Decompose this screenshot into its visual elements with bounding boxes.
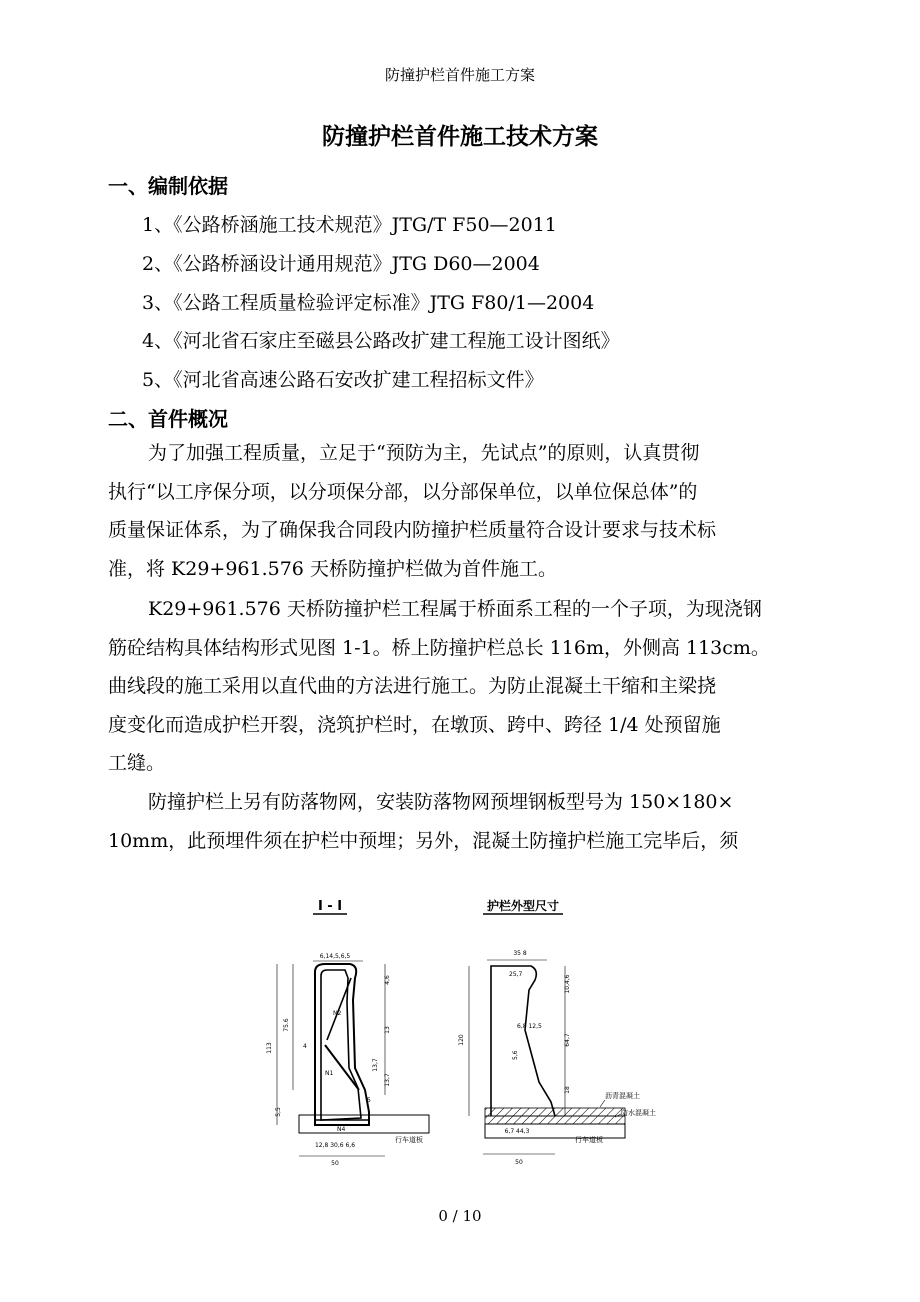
dim-label: 6,8 12,5 [517, 1023, 542, 1030]
bar-label: N1 [325, 1070, 334, 1077]
dim-label: 50 [331, 1160, 339, 1167]
dim-label: 50 [515, 1159, 523, 1166]
dim-label: 13 [384, 1026, 391, 1034]
dim-label: 6,14,5,6,5 [319, 953, 351, 960]
page-number: 0 / 10 [438, 1207, 482, 1225]
section-title-right: 护栏外型尺寸 [486, 899, 560, 913]
barrier-outline [315, 964, 369, 1125]
dim-label: 5,5 [275, 1107, 282, 1117]
text-line: 执行“以工序保分项，以分项保分部，以分部保单位，以单位保总体”的 [108, 480, 698, 503]
running-header: 防撞护栏首件施工方案 [384, 66, 535, 84]
text-line: 质量保证体系，为了确保我合同段内防撞护栏质量符合设计要求与技术标 [108, 519, 717, 541]
overview-paragraph-3 [108, 783, 824, 860]
section-heading-basis: 一、编制依据 [108, 174, 228, 198]
text-line: 准，将 K29+961.576 天桥防撞护栏做为首件施工。 [108, 557, 557, 580]
section-heading-overview: 二、首件概况 [108, 407, 228, 431]
dim-label: 4 [303, 1043, 307, 1050]
dim-label: 5,6 [512, 1050, 519, 1060]
waterproof-layer [485, 1116, 625, 1124]
dim-label: 64,7 [564, 1033, 571, 1047]
text-line: 曲线段的施工采用以直代曲的方法进行施工。为防止混凝土干缩和主梁挠 [108, 675, 717, 697]
reference-item: 4、《河北省石家庄至磁县公路改扩建工程施工设计图纸》 [142, 330, 620, 352]
bar-label: N4 [337, 1126, 346, 1133]
dim-label: 120 [458, 1034, 465, 1046]
guardrail-section-drawing [255, 890, 675, 1170]
bar-label: N2 [333, 1010, 342, 1017]
dim-label: 5 [367, 1097, 371, 1104]
road-label: 行车道板 [395, 1136, 423, 1144]
section-title-left: I - I [317, 899, 343, 914]
asphalt-layer [485, 1108, 625, 1116]
overview-paragraph-1 [108, 434, 824, 588]
reference-item: 1、《公路桥涵施工技术规范》JTG/T F50—2011 [142, 214, 557, 236]
text-line: 10mm，此预埋件须在护栏中预埋；另外，混凝土防撞护栏施工完毕后，须 [108, 829, 739, 852]
overview-paragraph-2 [108, 590, 824, 783]
text-line: 防撞护栏上另有防落物网，安装防落物网预埋钢板型号为 150×180× [148, 791, 734, 813]
barrier-profile [491, 966, 555, 1116]
waterproof-label: 防水混凝土 [621, 1109, 656, 1117]
text-line: 工缝。 [108, 752, 166, 774]
document-title: 防撞护栏首件施工技术方案 [322, 124, 598, 150]
leader-line [600, 1100, 605, 1107]
text-line: 为了加强工程质量，立足于“预防为主，先试点”的原则，认真贯彻 [148, 442, 700, 464]
text-line: 度变化而造成护栏开裂，浇筑护栏时，在墩顶、跨中、跨径 1/4 处预留施 [108, 713, 721, 736]
dim-label: 113 [266, 1042, 273, 1054]
reference-item: 5、《河北省高速公路石安改扩建工程招标文件》 [142, 369, 544, 391]
dim-label: 35 8 [513, 950, 527, 957]
dim-label: 6,7 44,3 [504, 1128, 530, 1135]
dim-label: 13,7 [372, 1058, 379, 1072]
text-line: 筋砼结构具体结构形式见图 1-1。桥上防撞护栏总长 116m，外侧高 113cm。 [108, 636, 770, 659]
dim-label: 13,7 [384, 1073, 391, 1087]
dim-label: 10,4,6 [564, 974, 571, 994]
dim-label: 12,8 30,6 6,6 [314, 1142, 356, 1149]
dim-label: 18 [564, 1086, 571, 1094]
dim-label: 25,7 [509, 971, 523, 978]
text-line: K29+961.576 天桥防撞护栏工程属于桥面系工程的一个子项，为现浇钢 [148, 598, 762, 620]
dim-label: 75.6 [283, 1018, 290, 1032]
asphalt-label: 沥青混凝土 [605, 1092, 640, 1100]
dim-label: 4,6 [384, 975, 391, 985]
reference-item: 3、《公路工程质量检验评定标准》JTG F80/1—2004 [142, 292, 595, 314]
reference-item: 2、《公路桥涵设计通用规范》JTG D60—2004 [142, 253, 540, 275]
road-label: 行车道板 [575, 1136, 603, 1144]
